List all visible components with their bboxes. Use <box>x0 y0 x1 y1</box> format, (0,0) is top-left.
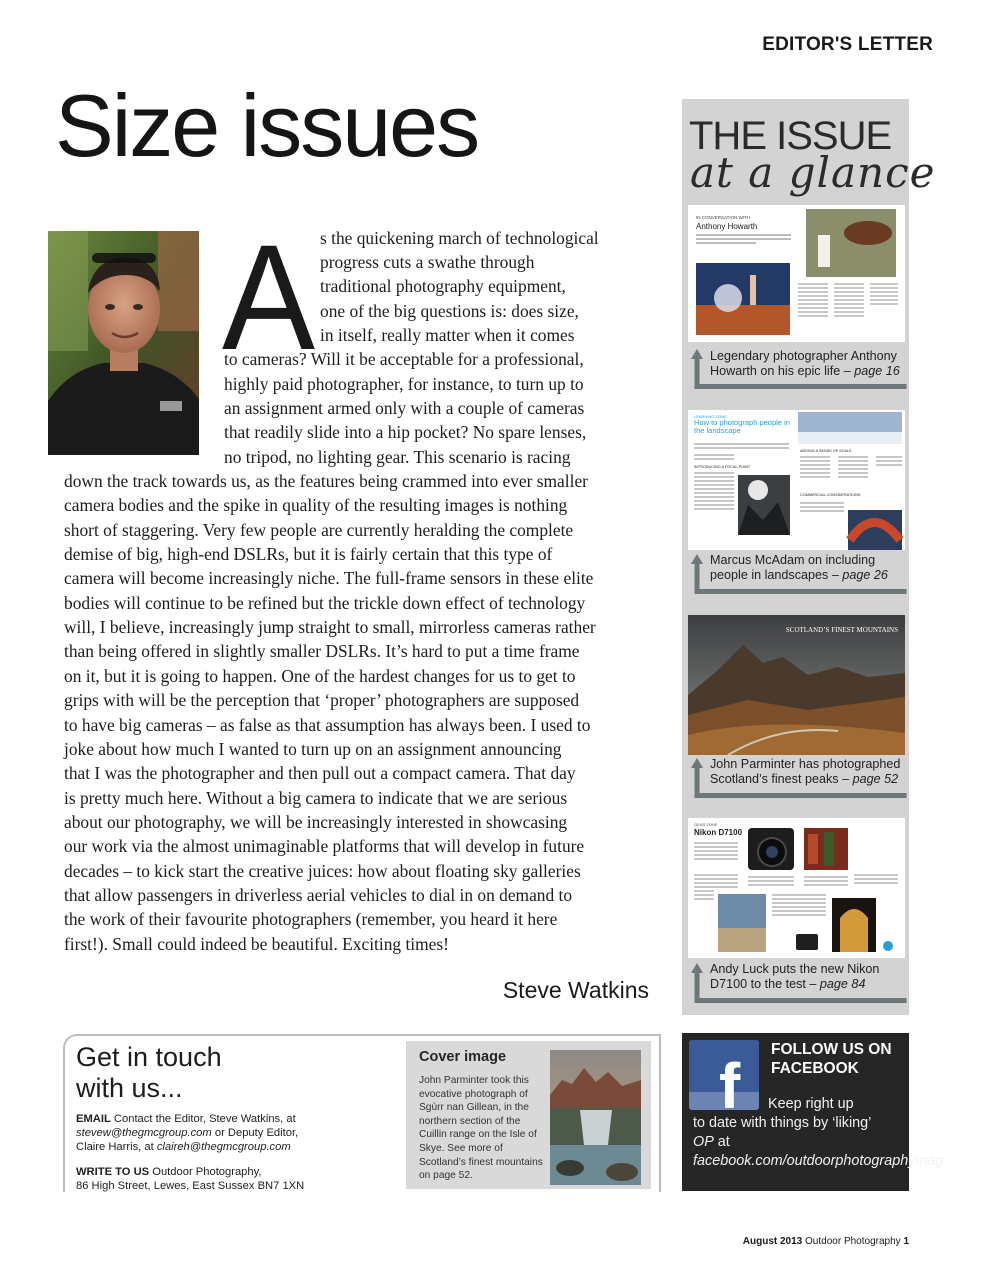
body-line: down the track towards us, as the features being crammed into ever smaller <box>64 471 588 491</box>
caption-text: Legendary photographer Anthony Howarth on his epic life <box>710 349 897 378</box>
page-ref: page 84 <box>819 977 866 991</box>
caption-page-26[interactable] <box>710 553 908 583</box>
email-label: EMAIL <box>76 1113 111 1125</box>
body-line: to have big cameras – as false as that assumption has always been. I used to <box>64 715 591 735</box>
thumb-title: How to photograph people in the landscape <box>694 419 790 435</box>
thumb-kicker: LEARNING ZONE <box>694 414 727 419</box>
contact-email <box>76 1112 326 1154</box>
thumb-heading: COMMERCIAL CONSIDERATIONS <box>800 493 861 497</box>
editor-portrait <box>48 231 199 455</box>
facebook-heading-line: FACEBOOK <box>771 1060 859 1077</box>
thumb-page-84[interactable] <box>688 818 905 958</box>
caption-text: John Parminter has photographed Scotland’s finest peaks – <box>710 757 901 786</box>
body-line: decades – to kick start the creative juices: how about floating sky galleries <box>64 861 581 881</box>
op-abbrev: OP <box>693 1134 714 1150</box>
body-line: highly paid photographer, for instance, to turn up to <box>224 374 584 394</box>
body-line: the work of their favourite photographers (remember, you heard it here <box>64 909 558 929</box>
body-line: first!). Small could indeed be beautiful. Exciting times! <box>64 934 449 954</box>
body-line: our work via the almost unimaginable platforms that will develop in future <box>64 836 585 856</box>
page-ref: page 26 <box>842 568 888 582</box>
thumb-title: Anthony Howarth <box>696 222 758 231</box>
thumb-kicker: IN CONVERSATION WITH <box>696 215 751 220</box>
author-signature: Steve Watkins <box>502 977 649 1003</box>
write-label: WRITE TO US <box>76 1166 150 1178</box>
caption-text: Marcus McAdam on including people in landscapes – <box>710 553 876 582</box>
thumb-page-16[interactable] <box>688 205 905 342</box>
caption-page-16[interactable] <box>710 349 908 379</box>
body-line: joke about how much I wanted to turn up on an assignment announcing <box>64 739 562 759</box>
caption-page-84[interactable] <box>710 962 908 992</box>
sidebar-title: THE ISSUE <box>689 114 892 158</box>
body-line: than being offered in slightly smaller DSLRs. It’s hard to put a time frame <box>64 641 580 661</box>
email-text: Claire Harris, at <box>76 1141 154 1153</box>
thumb-heading: INTRODUCING A FOCAL POINT <box>694 465 751 469</box>
body-line: on it, but it is going to happen. One of the hardest changes for us to get to <box>64 666 576 686</box>
contact-title-line: with us... <box>76 1073 183 1103</box>
body-line: to cameras? Will it be acceptable for a professional, <box>224 349 584 369</box>
facebook-url-link[interactable]: facebook.com/outdoorphotographymag <box>693 1153 944 1169</box>
drop-cap: A <box>222 213 316 381</box>
body-line: grips with will be the perception that ‘proper’ photographers are supposed <box>64 690 580 710</box>
body-line: camera will become increasingly niche. The full-frame sensors in these elite <box>64 568 594 588</box>
thumb-heading: ADDING A SENSE OF SCALE <box>800 449 852 453</box>
contact-title <box>76 1042 222 1104</box>
thumb-title: Nikon D7100 <box>694 828 743 837</box>
body-line: short of staggering. Very few people are currently heralding the complete <box>64 520 574 540</box>
facebook-heading <box>771 1040 892 1078</box>
cover-thumbnail <box>550 1050 641 1185</box>
facebook-heading-line: FOLLOW US ON <box>771 1041 892 1058</box>
body-line: about our photography, we will be increasingly interested in showcasing <box>64 812 568 832</box>
page-folio <box>743 1236 909 1247</box>
body-line: will, I believe, increasingly jump straight to small, mirrorless cameras rather <box>64 617 596 637</box>
body-line: an assignment armed only with a couple of cameras <box>224 398 585 418</box>
folio-magazine: Outdoor Photography <box>805 1236 901 1247</box>
body-line: progress cuts a swathe through <box>320 252 535 272</box>
body-line: demise of big, high-end DSLRs, but it is fairly certain that this type of <box>64 544 553 564</box>
body-line: in itself, really matter when it comes <box>320 325 575 345</box>
body-line: no tripod, no lighting gear. This scenario is racing <box>224 447 571 467</box>
page-ref: page 52 <box>852 772 899 786</box>
thumb-page-26[interactable] <box>688 410 905 550</box>
sidebar-subtitle: at a glance <box>690 148 936 197</box>
facebook-at: at <box>717 1134 730 1150</box>
caption-text: Andy Luck puts the new Nikon D7100 to the test – <box>710 962 880 991</box>
folio-issue: August 2013 <box>742 1236 803 1247</box>
folio-page-number: 1 <box>903 1236 909 1247</box>
body-line: one of the big questions is: does size, <box>320 301 579 321</box>
thumb-kicker: GEAR ZONE <box>694 822 718 827</box>
body-line: bodies will continue to be refined but the trickle down effect of technology <box>64 593 586 613</box>
cover-description: John Parminter took this evocative photograph of Sgùrr nan Gillean, in the northern section of the Cuillin range on the Isle of Skye. See more of Scotland’s finest mountains on page 52. <box>419 1075 543 1182</box>
body-line: traditional photography equipment, <box>320 276 566 296</box>
thumb-page-52[interactable] <box>688 615 905 755</box>
body-line: camera bodies and the spike in quality of the resulting images is nothing <box>64 495 568 515</box>
contact-address <box>76 1165 336 1193</box>
address-line: Outdoor Photography, <box>152 1166 262 1178</box>
body-line: that readily slide into a hip pocket? No spare lenses, <box>224 422 587 442</box>
address-line: 86 High Street, Lewes, East Sussex BN7 1XN <box>76 1180 305 1192</box>
body-line: is pretty much here. Without a big camera to indicate that we are serious <box>64 788 568 808</box>
facebook-line: Keep right up <box>768 1096 854 1112</box>
body-line: that I was the photographer and then pull out a compact camera. That day <box>64 763 576 783</box>
body-line: that allow passengers in driverless aerial vehicles to dial in on demand to <box>64 885 573 905</box>
page-ref: – page 16 <box>843 364 900 378</box>
contact-title-line: Get in touch <box>76 1042 222 1072</box>
email-text: or Deputy Editor, <box>214 1127 299 1139</box>
facebook-logo-letter: f <box>719 1050 741 1110</box>
deputy-email-link[interactable]: claireh@thegmcgroup.com <box>156 1141 291 1153</box>
cover-title: Cover image <box>419 1049 507 1065</box>
article-headline: Size issues <box>55 76 479 175</box>
facebook-text <box>693 1095 944 1171</box>
facebook-line: to date with things by ‘liking’ <box>693 1115 872 1131</box>
editor-email-link[interactable]: stevew@thegmcgroup.com <box>76 1127 212 1139</box>
thumb-title: SCOTLAND’S FINEST MOUNTAINS <box>785 626 898 634</box>
email-text: Contact the Editor, Steve Watkins, at <box>113 1113 296 1125</box>
facebook-line <box>693 1133 944 1171</box>
body-line: s the quickening march of technological <box>320 228 599 248</box>
caption-page-52[interactable] <box>710 757 908 787</box>
section-label: EDITOR'S LETTER <box>762 34 933 55</box>
